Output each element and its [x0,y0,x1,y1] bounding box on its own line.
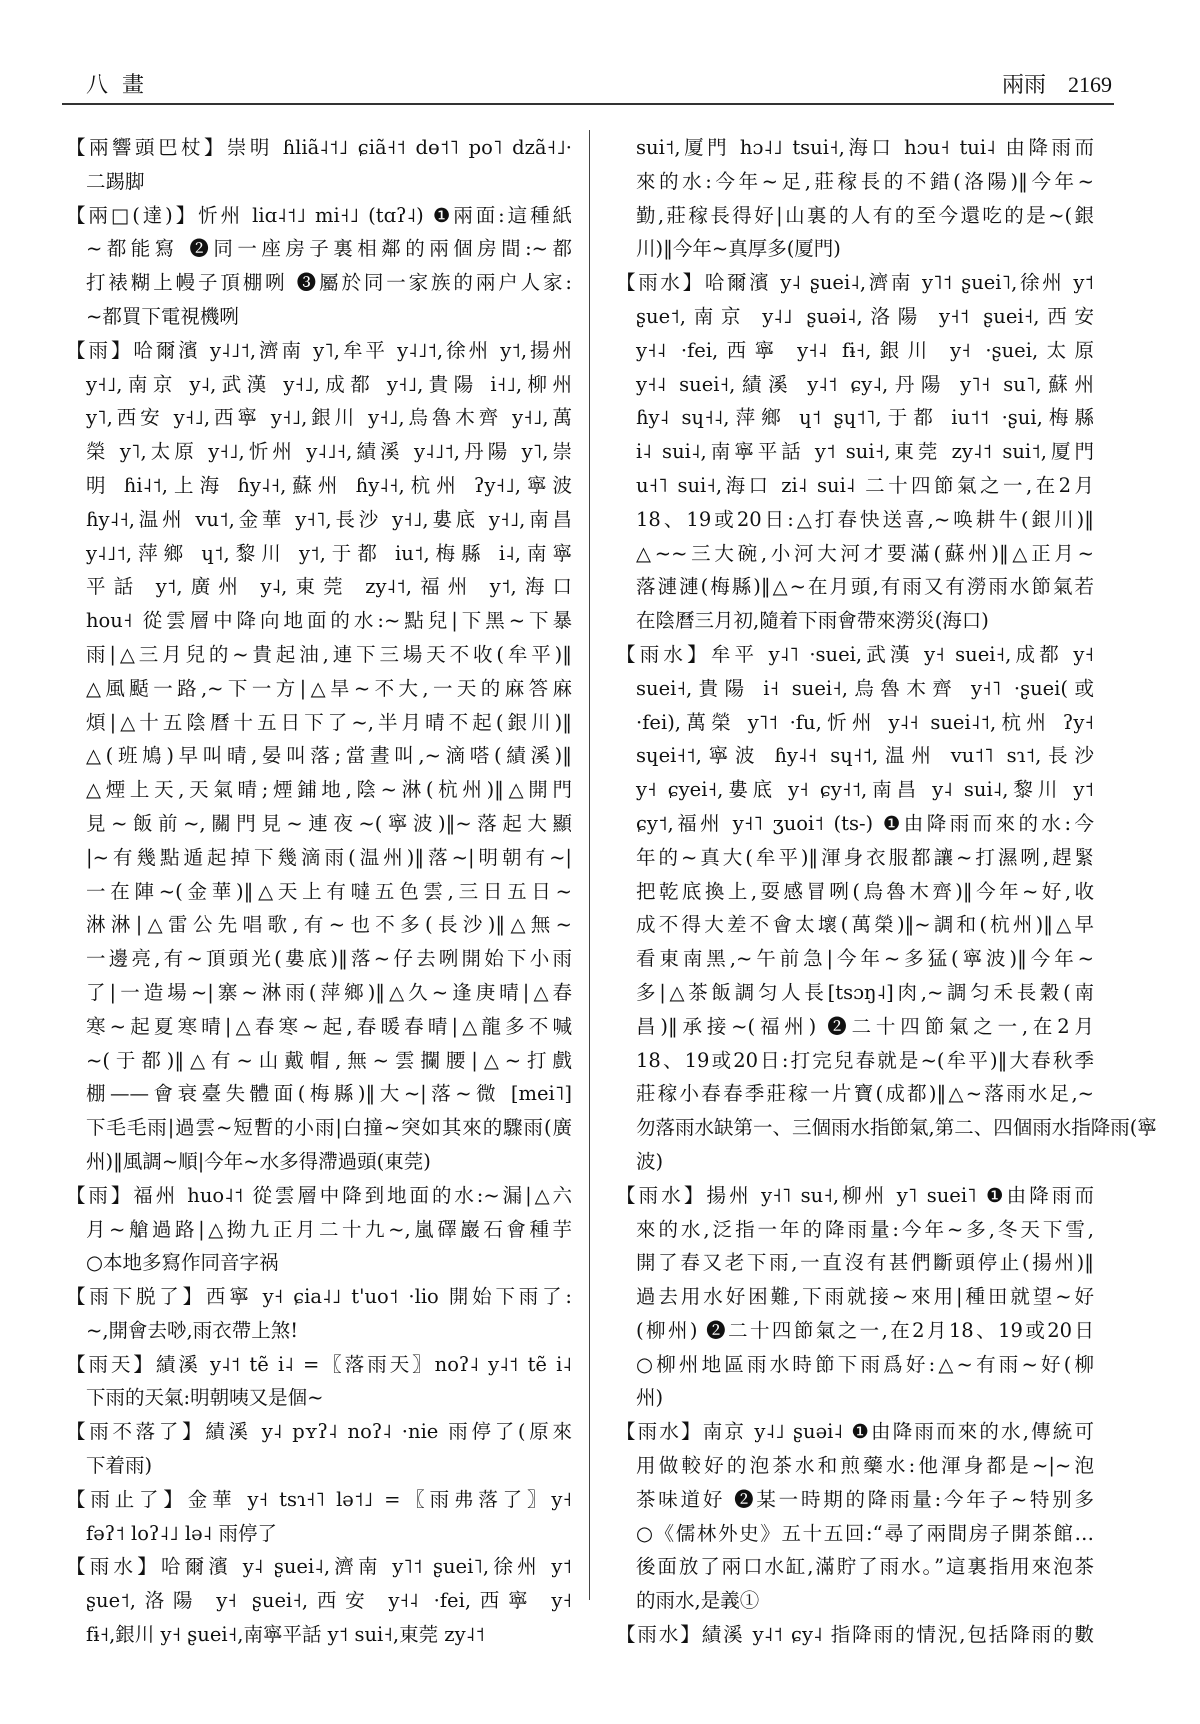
entry-line: 茶味道好 ❷某一時期的降雨量:今年子~特别多 [636,1487,1094,1511]
entry-line: 【兩響頭巴杖】崇明 ɦliã˨˦˩ ɕiã˧˦ dɵ˦˥ po˥ dzã˧˩· [66,136,572,159]
entry-line: ~都能寫 ❷同一座房子裏相鄰的兩個房間:~都 [86,237,572,261]
entry-line: 看東南黑,~午前急|今年~多猛(寧波)‖今年~ [636,947,1094,971]
left-column [66,131,572,1652]
entry-line: △風颳一路,~下一方|△旱~不大,一天的麻答麻 [86,676,572,700]
entry-line: 煩|△十五陰曆十五日下了~,半月晴不起(銀川)‖ [86,710,572,734]
entry-line: 雨|△三月兒的~貴起油,連下三場天不收(牟平)‖ [86,642,572,666]
entry-line: ~,開會去唦,雨衣帶上煞! [86,1318,299,1342]
entry-line: 【雨不落了】績溪 y˨ pʏʔ˨ noʔ˨ ·nie 雨停了(原來 [66,1420,572,1444]
entry-line: 勤,莊稼長得好|山裏的人有的至今還吃的是~(銀 [636,203,1094,227]
entry-line: ɦy˨˧,温州 vu˦,金華 y˧˥,長沙 y˧˩,婁底 y˧˩,南昌 [86,507,572,531]
entry-line: 川)‖今年~真厚多(厦門) [636,237,841,261]
entry-line: 一邊亮,有~頂頭光(婁底)‖落~仔去咧開始下小雨 [86,947,572,971]
entry-line: 【雨水】哈爾濱 y˨ ʂuei˨,濟南 y˥˦ ʂuei˥,徐州 y˦ [66,1555,572,1579]
entry-line: 開了春又老下雨,一直沒有甚們斷頭停止(揚州)‖ [636,1251,1094,1275]
entry-line: y˧˨ suei˧,績溪 y˨˦ ɕy˨,丹陽 y˥˧ su˥,蘇州 [636,372,1094,396]
entry-line: 見~飯前~,關門見~連夜~(寧波)‖~落起大顯 [86,811,572,835]
entry-line: sui˦,厦門 hɔ˨˩ tsui˧,海口 hɔu˧ tui˨ 由降雨而 [636,136,1094,159]
entry-line: 【雨下脱了】西寧 y˧ ɕia˨˩ t'uo˦ ·lio 開始下雨了: [66,1285,572,1309]
page-number: 2169 [1068,72,1112,97]
entry-line: hou˧ 從雲層中降向地面的水:~點兒|下黑~下暴 [86,609,572,633]
entry-line: suei˧,貴陽 i˧ suei˧,烏魯木齊 y˧˥ ·ʂuei(或 [636,676,1094,700]
entry-line: 用做較好的泡茶水和煎藥水:他渾身都是~|~泡 [636,1454,1094,1478]
entry-line: 年的~真大(牟平)‖渾身衣服都讓~打濕咧,趕緊 [636,845,1094,869]
entry-line: 二踢脚 [86,169,145,193]
entry-line: |~有幾點遁起掉下幾滴雨(温州)‖落~|明朝有~| [86,845,572,869]
running-header-section: 八畫 [86,73,159,98]
entry-line: u˧˥ sui˧,海口 zi˨ sui˨ 二十四節氣之一,在2月 [636,473,1094,497]
entry-line: 一在陣~(金華)‖△天上有噠五色雲,三日五日~ [86,879,572,903]
header-rule [62,103,1114,105]
running-header-right [1002,68,1112,99]
dictionary-entry [616,1618,1094,1652]
entry-line: ɦy˨ sɥ˧˨,萍鄉 ɥ˦ ʂɥ˦˥,于都 iu˦˦ ·ʂui,梅縣 [636,406,1094,430]
entry-line: 的雨水,是義① [636,1589,760,1613]
entry-line: 昌)‖承接~(福州) ❷二十四節氣之一,在2月 [636,1014,1094,1038]
entry-line: ·fei),萬榮 y˥˦ ·fu,忻州 y˨˧ suei˨˦,杭州 ʔy˧ [636,710,1094,734]
entry-line: sɥei˧˦,寧波 ɦy˨˧ sɥ˧˦,温州 vu˦˥ sɿ˦,長沙 [636,744,1094,768]
entry-line: 把乾底換上,耍感冒咧(烏魯木齊)‖今年~好,收 [636,879,1094,903]
dictionary-entry [616,1179,1094,1416]
entry-line: 來的水:今年~足,莊稼長的不錯(洛陽)‖今年~ [636,169,1094,193]
dictionary-entry [66,1348,572,1416]
entry-line: 成不得大差不會太壞(萬榮)‖~調和(杭州)‖△早 [636,913,1094,937]
entry-line: 月~艙過路|△拗九正月二十九~,嵐礋巖石會種芋 [86,1217,572,1241]
entry-line: 【雨水】績溪 y˨˦ ɕy˨ 指降雨的情況,包括降雨的數 [616,1623,1094,1647]
entry-line: 棚——會衰臺失體面(梅縣)‖大~|落~微 [mei˥] [86,1082,572,1106]
dictionary-entry [616,131,1094,266]
entry-line: 打裱糊上幔子頂棚咧 ❸屬於同一家族的兩户人家: [86,271,572,295]
entry-line: 在陰曆三月初,隨着下雨會帶來澇災(海口) [636,609,989,633]
entry-line: ○《儒林外史》五十五回:“尋了兩間房子開茶館… [636,1521,1094,1545]
entry-line: 落漣漣(梅縣)‖△~在月頭,有雨又有澇雨水節氣若 [636,575,1094,599]
dictionary-entry [616,1415,1094,1618]
entry-line: 下雨的天氣:明朝咦又是個~ [86,1386,324,1410]
dictionary-entry [66,199,572,334]
entry-line: 【雨水】牟平 y˨˥ ·suei,武漢 y˧ suei˧,成都 y˧ [616,642,1094,666]
entry-line: (柳州) ❷二十四節氣之一,在2月18、19或20日 [636,1318,1094,1342]
entry-line: 後面放了兩口水缸,滿貯了雨水。”這裏指用來泡茶 [636,1555,1094,1579]
entry-line: 了|一造場~|寨~淋雨(萍鄉)‖△久~逢庚晴|△春 [86,980,572,1004]
entry-line: ○柳州地區雨水時節下雨爲好:△~有雨~好(柳 [636,1352,1094,1376]
column-divider [589,130,590,1600]
dictionary-entry [66,1483,572,1551]
entry-line: 18、19或20日:打完兒春就是~(牟平)‖大春秋季 [636,1048,1094,1072]
entry-line: 淋淋|△雷公先唱歌,有~也不多(長沙)‖△無~ [86,913,572,937]
entry-line: 【雨止了】金華 y˧ tsɿ˧˥ lə˦˩ =〖雨弗落了〗y˧ [66,1487,572,1511]
dictionary-entry [66,1280,572,1348]
entry-line: fɨ˧,銀川 y˧ ʂuei˧,南寧平話 y˦ sui˧,東莞 zy˨˦ [86,1623,485,1647]
entry-line: ɕy˦,福州 y˧˥ ʒuoi˦ (ts-) ❶由降雨而來的水:今 [636,811,1094,835]
dictionary-entry [66,1550,572,1651]
entry-line: y˧ ɕyei˧,婁底 y˧ ɕy˧˦,南昌 y˨ sui˨,黎川 y˦ [636,778,1094,802]
right-column [616,131,1157,1652]
entry-line: 18、19或20日:△打春快送喜,~唤耕牛(銀川)‖ [636,507,1094,531]
entry-line: y˧˨ ·fei,西寧 y˧˨ fɨ˧,銀川 y˧ ·ʂuei,太原 [636,338,1094,362]
entry-line: ~(于都)‖△有~山戴帽,無~雲攔腰|△~打戲 [86,1048,572,1072]
entry-line: y˨˩˦,萍鄉 ɥ˦,黎川 y˦,于都 iu˦,梅縣 i˨,南寧 [86,541,572,565]
entry-line: 榮 y˥,太原 y˧˩,忻州 y˨˩˧,績溪 y˨˩˦,丹陽 y˥,崇 [86,440,572,464]
entry-line: 【雨水】南京 y˨˩ ʂuəi˨ ❶由降雨而來的水,傳統可 [616,1420,1094,1444]
entry-line: ○本地多寫作同音字祸 [86,1251,279,1275]
entry-line: 【雨】福州 huo˨˦ 從雲層中降到地面的水:~漏|△六 [66,1183,572,1207]
header-keywords: 兩雨 [1001,73,1046,98]
entry-line: 寒~起夏寒晴|△春寒~起,春暖春晴|△龍多不喊 [86,1014,572,1038]
entry-line: 過去用水好困難,下雨就接~來用|種田就望~好 [636,1285,1094,1309]
dictionary-entry [66,131,572,199]
dictionary-entry [66,1415,572,1483]
entry-line: 多|△茶飯調匀人長[tsɔŋ˨]肉,~調匀禾長穀(南 [636,980,1094,1004]
entry-line: 【雨水】哈爾濱 y˨ ʂuei˨,濟南 y˥˦ ʂuei˥,徐州 y˦ [616,271,1094,295]
entry-line: ʂue˦,洛陽 y˧ ʂuei˧,西安 y˧˨ ·fei,西寧 y˧ [86,1589,572,1613]
entry-line: 來的水,泛指一年的降雨量:今年~多,冬天下雪, [636,1217,1094,1241]
entry-line: y˥,西安 y˧˩,西寧 y˧˩,銀川 y˧˩,烏魯木齊 y˧˩,萬 [86,406,572,430]
entry-line: i˨ sui˨,南寧平話 y˦ sui˧,東莞 zy˨˦ sui˦,厦門 [636,440,1094,464]
entry-line: 【雨天】績溪 y˨˦ tẽ i˨ =〖落雨天〗noʔ˨ y˨˦ tẽ i˨ [66,1352,572,1376]
entry-line: 下着雨) [86,1454,153,1478]
entry-line: △(班鳩)早叫晴,晏叫落;當晝叫,~滴嗒(績溪)‖ [86,744,572,768]
entry-line: y˧˩,南京 y˨,武漢 y˧˩,成都 y˧˩,貴陽 i˧˩,柳州 [86,372,572,396]
entry-line: 州) [636,1386,664,1410]
entry-line: 波) [636,1149,664,1173]
entry-line: 州)‖風調~順|今年~水多得滯過頭(東莞) [86,1149,431,1173]
entry-line: fəʔ˦ loʔ˨˩ lə˨ 雨停了 [86,1521,277,1545]
entry-line: △煙上天,天氣晴;煙鋪地,陰~淋(杭州)‖△開門 [86,778,572,802]
entry-line: 【雨水】揚州 y˧˥ su˧,柳州 y˥ suei˥ ❶由降雨而 [616,1183,1094,1207]
dictionary-entry [616,638,1157,1179]
entry-line: 莊稼小春春季莊稼一片寶(成都)‖△~落雨水足,~ [636,1082,1094,1106]
entry-line: ʂue˦,南京 y˨˩ ʂuəi˨,洛陽 y˧˦ ʂuei˧,西安 [636,304,1094,328]
entry-line: 【雨】哈爾濱 y˨˩˦,濟南 y˥,牟平 y˨˩˦,徐州 y˦,揚州 [66,338,572,362]
dictionary-entry [66,1179,572,1280]
entry-line: 【兩□(達)】忻州 liɑ˨˦˩ mi˧˩ (tɑʔ˨) ❶兩面:這種紙 [66,203,572,227]
entry-line: 勿落雨水缺第一、三個雨水指節氣,第二、四個雨水指降雨(寧 [636,1116,1157,1140]
entry-line: ~都買下電視機咧 [86,304,239,328]
entry-line: 平話 y˦,廣州 y˨,東莞 zy˨˦,福州 y˦,海口 [86,575,572,599]
dictionary-entry [616,266,1094,638]
entry-line: 下毛毛雨|過雲~短暫的小雨|白撞~突如其來的驟雨(廣 [86,1116,572,1140]
entry-line: 明 ɦi˨˦,上海 ɦy˨˧,蘇州 ɦy˨˧,杭州 ʔy˧˩,寧波 [86,473,572,497]
dictionary-entry [66,334,572,1179]
entry-line: △~~三大碗,小河大河才要滿(蘇州)‖△正月~ [636,541,1094,565]
